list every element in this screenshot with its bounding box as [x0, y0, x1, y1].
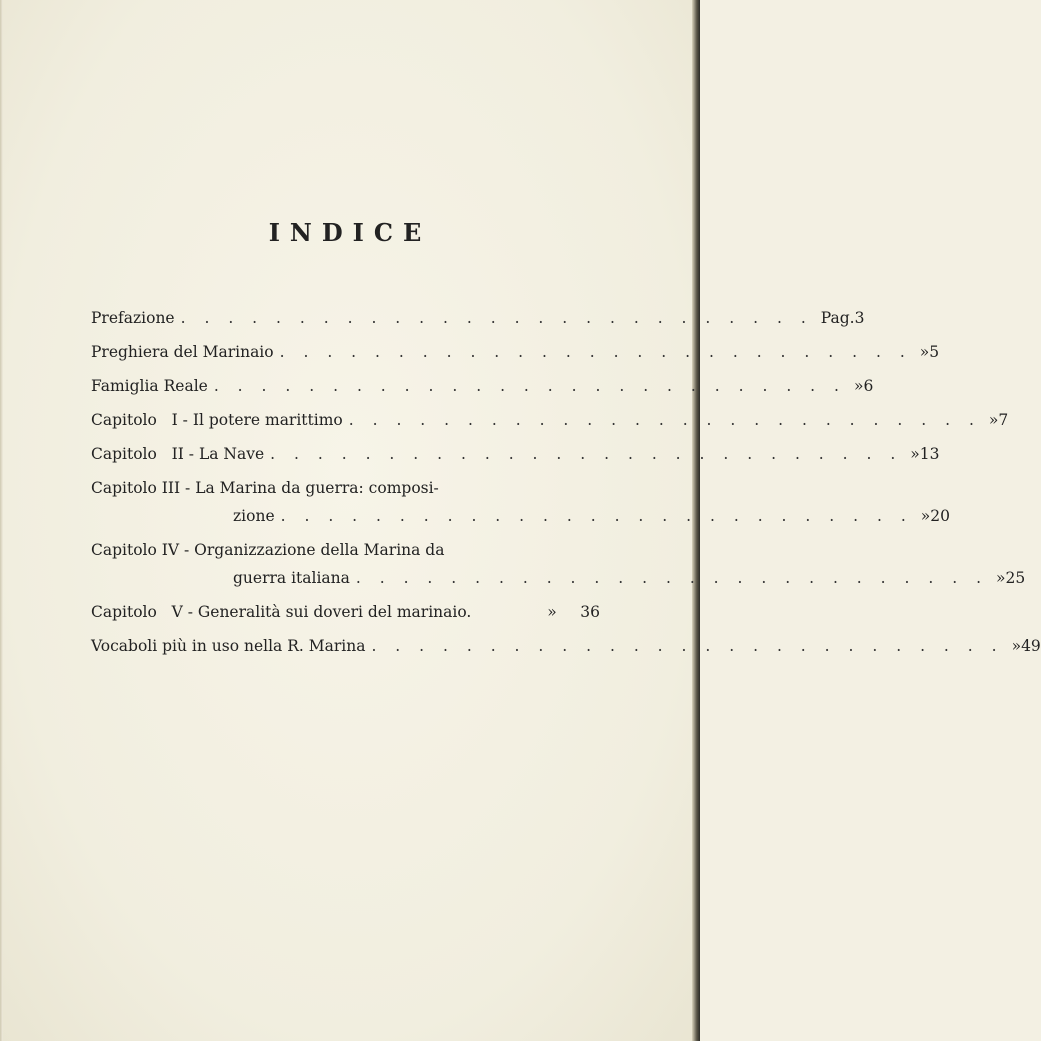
page-number: 13	[919, 445, 940, 463]
leader-dots: . . . . . . . . . . . . . . . . . . . . . . . . . . .	[348, 411, 981, 429]
toc-entry-capitolo-4	[91, 536, 1026, 598]
page-number: 25	[1005, 569, 1026, 587]
page-number: 3	[854, 309, 865, 327]
leader-dots: . . . . . . . . . . . . . . . . . . . . . . . . . . .	[270, 445, 903, 463]
ditto-mark: »	[853, 377, 864, 395]
ditto-mark: »	[988, 411, 999, 429]
toc-label: Capitolo III - La Marina da guerra: composi-	[91, 479, 439, 497]
ditto-mark: »	[910, 445, 920, 463]
toc-entry-capitolo-1	[91, 406, 1009, 440]
toc-label-continuation: zione	[233, 507, 275, 525]
page-prefix: Pag.	[820, 309, 855, 327]
toc-entry-preghiera	[91, 338, 940, 372]
leader-dots: . . . . . . . . . . . . . . . . . . . . . . . . . . .	[180, 309, 813, 327]
page-number: 5	[929, 343, 940, 361]
page-left-edge	[0, 0, 3, 1041]
page-number: 7	[998, 411, 1009, 429]
toc-label-continuation: guerra italiana	[233, 569, 350, 587]
leader-dots: . . . . . . . . . . . . . . . . . . . . . . . . . . .	[371, 637, 1004, 655]
ditto-mark: »	[920, 507, 931, 525]
toc-entry-famiglia-reale	[91, 372, 874, 406]
toc-entry-prefazione	[91, 304, 865, 338]
page-number: 20	[930, 507, 950, 525]
leader-dots: . . . . . . . . . . . . . . . . . . . . . . . . . . .	[213, 377, 846, 395]
ditto-mark: »	[996, 569, 1006, 587]
leader-dots: . . . . . . . . . . . . . . . . . . . . . . . . . . .	[280, 507, 913, 525]
ditto-mark: »	[919, 343, 930, 361]
toc-label: Capitolo V - Generalità sui doveri del marinaio.	[91, 603, 472, 621]
page-number: 6	[863, 377, 874, 395]
toc-label: Preghiera del Marinaio	[91, 343, 274, 361]
page-number: 49	[1021, 637, 1041, 655]
toc-label: Capitolo I - Il potere marittimo	[91, 411, 343, 429]
toc-label: Vocaboli più in uso nella R. Marina	[91, 637, 366, 655]
toc-entry-capitolo-5	[91, 598, 600, 632]
table-of-contents	[91, 304, 1041, 666]
page-number: 36	[580, 603, 600, 621]
ditto-mark: »	[1011, 637, 1022, 655]
toc-label: Famiglia Reale	[91, 377, 208, 395]
toc-label: Prefazione	[91, 309, 175, 327]
toc-entry-vocaboli	[91, 632, 1041, 666]
toc-entry-capitolo-3	[91, 474, 950, 536]
leader-dots: . . . . . . . . . . . . . . . . . . . . . . . . . . .	[355, 569, 989, 587]
ditto-mark: »	[547, 603, 557, 621]
toc-label: Capitolo IV - Organizzazione della Marina da	[91, 541, 445, 559]
page-title: INDICE	[268, 218, 432, 247]
leader-dots: . . . . . . . . . . . . . . . . . . . . . . . . . . .	[279, 343, 912, 361]
toc-label: Capitolo II - La Nave	[91, 445, 265, 463]
toc-entry-capitolo-2	[91, 440, 940, 474]
